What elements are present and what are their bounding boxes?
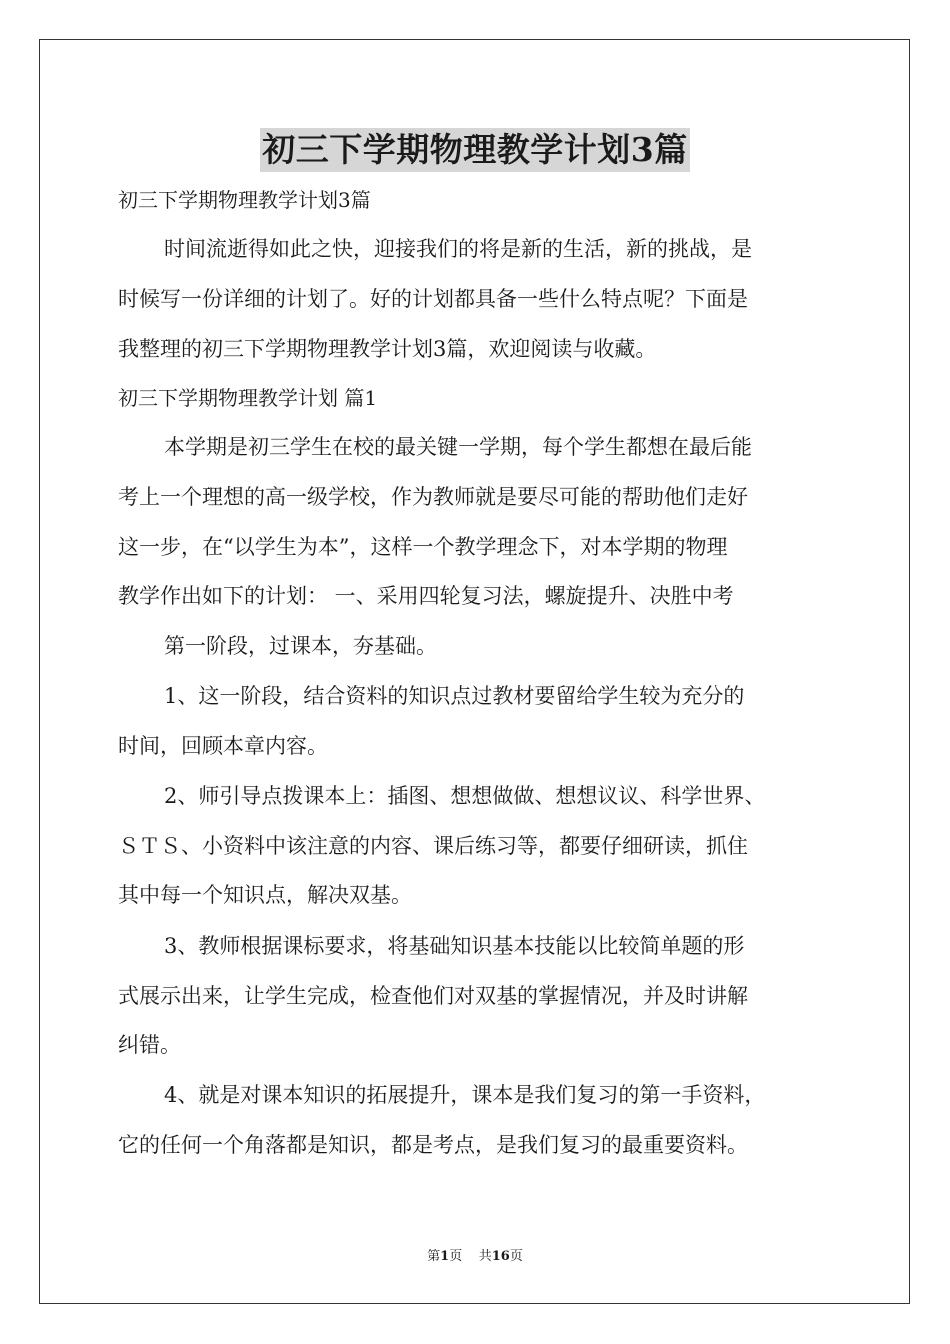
paragraph-line: ＳＴＳ、小资料中该注意的内容、课后练习等，都要仔细研读，抓住	[118, 834, 748, 858]
paragraph-line: 2、师引导点拨课本上：插图、想想做做、想想议议、科学世界、	[164, 784, 766, 808]
total-suffix: 页	[509, 1249, 523, 1264]
paragraph-line: 式展示出来，让学生完成，检查他们对双基的掌握情况，并及时讲解	[118, 984, 748, 1008]
paragraph-line: 时间流逝得如此之快，迎接我们的将是新的生活，新的挑战，是	[164, 237, 752, 261]
total-prefix: 共	[478, 1249, 492, 1264]
page-prefix: 第	[427, 1249, 441, 1264]
paragraph-line: 3、教师根据课标要求，将基础知识基本技能以比较简单题的形	[164, 934, 745, 958]
paragraph-line: 考上一个理想的高一级学校，作为教师就是要尽可能的帮助他们走好	[118, 485, 748, 509]
title-container	[0, 128, 950, 172]
page-suffix: 页	[449, 1249, 463, 1264]
paragraph-line: 这一步，在“以学生为本”，这样一个教学理念下，对本学期的物理	[118, 535, 728, 559]
paragraph-line: 纠错。	[118, 1033, 181, 1057]
paragraph-line: 时间，回顾本章内容。	[118, 734, 328, 758]
paragraph-line: 本学期是初三学生在校的最关键一学期，每个学生都想在最后能	[164, 435, 752, 459]
paragraph-line: 其中每一个知识点，解决双基。	[118, 883, 412, 907]
page-number: 1	[440, 1249, 450, 1264]
paragraph-line: 它的任何一个角落都是知识，都是考点，是我们复习的最重要资料。	[118, 1133, 748, 1157]
page-border	[39, 39, 910, 1304]
paragraph-line: 4、就是对课本知识的拓展提升，课本是我们复习的第一手资料，	[164, 1083, 766, 1107]
page-footer	[0, 1248, 950, 1266]
document-title: 初三下学期物理教学计划3篇	[260, 128, 689, 172]
paragraph-line: 第一阶段，过课本，夯基础。	[164, 634, 437, 658]
paragraph-line: 时候写一份详细的计划了。好的计划都具备一些什么特点呢？下面是	[118, 287, 748, 311]
paragraph-line: 我整理的初三下学期物理教学计划3篇，欢迎阅读与收藏。	[118, 337, 657, 361]
paragraph-line: 1、这一阶段，结合资料的知识点过教材要留给学生较为充分的	[164, 684, 745, 708]
total-pages: 16	[491, 1249, 510, 1264]
subtitle-line: 初三下学期物理教学计划3篇	[118, 188, 371, 212]
paragraph-line: 教学作出如下的计划： 一、采用四轮复习法，螺旋提升、决胜中考	[118, 584, 734, 608]
section-heading: 初三下学期物理教学计划 篇1	[118, 386, 378, 410]
